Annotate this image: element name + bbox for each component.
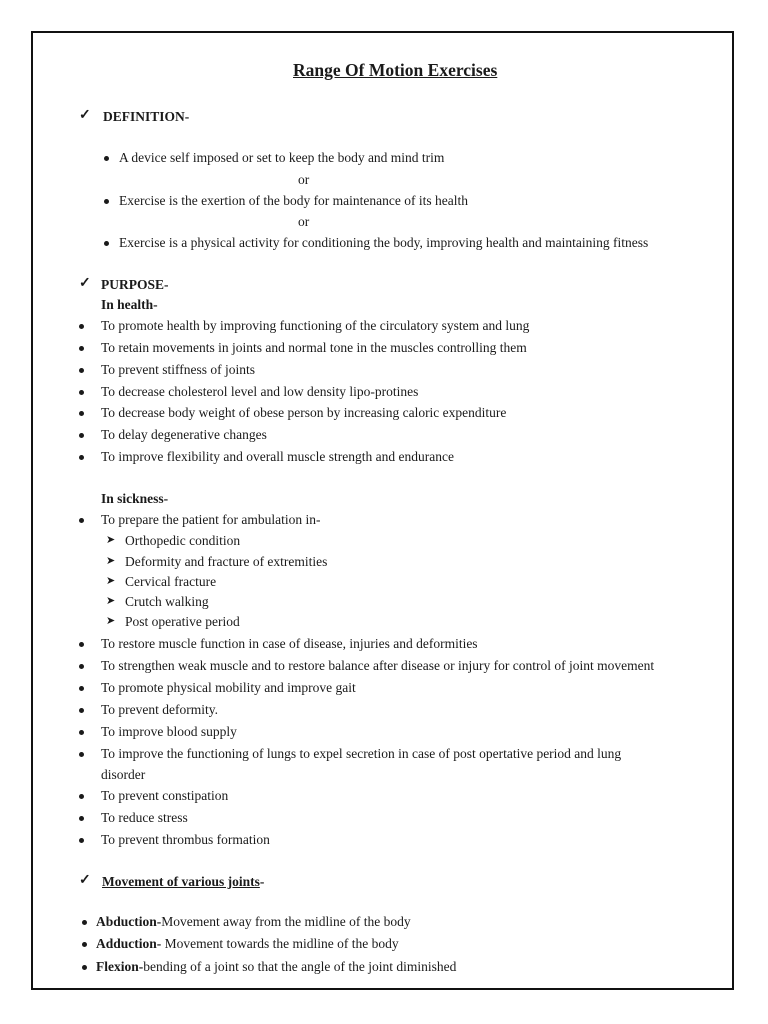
bullet-icon (79, 838, 84, 843)
sickness-item-continuation: disorder (101, 767, 146, 782)
check-icon: ✓ (79, 873, 91, 888)
health-item: To prevent stiffness of joints (101, 362, 256, 377)
sickness-item: To prevent thrombus formation (101, 832, 270, 847)
sickness-item: To restore muscle function in case of disease, injuries and deformities (101, 636, 478, 651)
bullet-icon (82, 920, 87, 925)
movement-term: Flexion- (96, 959, 144, 974)
bullet-icon (104, 156, 109, 161)
health-item: To promote health by improving functioning of the circulatory system and lung (101, 318, 530, 333)
health-item: To delay degenerative changes (101, 427, 267, 442)
movement-item (96, 914, 411, 930)
or-text: or (298, 214, 310, 229)
movement-heading-text: Movement of various joints (102, 874, 260, 889)
sickness-item: To strengthen weak muscle and to restore balance after disease or injury for control of joint movement (101, 658, 655, 673)
bullet-icon (79, 433, 84, 438)
page-title: Range Of Motion Exercises (293, 60, 498, 80)
bullet-icon (79, 455, 84, 460)
bullet-icon (82, 965, 87, 970)
or-text: or (298, 172, 310, 187)
movement-item (96, 959, 456, 975)
bullet-icon (79, 708, 84, 713)
bullet-icon (104, 199, 109, 204)
health-item: To retain movements in joints and normal tone in the muscles controlling them (101, 340, 527, 355)
sickness-item: To prevent deformity. (101, 702, 219, 717)
health-item: To decrease body weight of obese person by increasing caloric expenditure (101, 405, 507, 420)
sickness-item: To improve blood supply (101, 724, 237, 739)
health-item: To improve flexibility and overall muscle strength and endurance (101, 449, 454, 464)
health-item: To decrease cholesterol level and low density lipo-protines (101, 384, 419, 399)
ambulation-subitem: Cervical fracture (125, 574, 217, 589)
bullet-icon (79, 346, 84, 351)
bullet-icon (79, 390, 84, 395)
movement-heading (102, 874, 264, 890)
movement-term: Adduction- (96, 936, 162, 951)
arrow-bullet-icon: ➤ (106, 595, 116, 607)
definition-item: Exercise is the exertion of the body for maintenance of its health (119, 193, 469, 208)
ambulation-subitem: Orthopedic condition (125, 533, 241, 548)
sickness-item: To prevent constipation (101, 788, 229, 803)
in-health-heading: In health- (101, 297, 158, 312)
definition-item: A device self imposed or set to keep the body and mind trim (119, 150, 445, 165)
movement-definition: bending of a joint so that the angle of the joint diminished (143, 959, 457, 974)
arrow-bullet-icon: ➤ (106, 575, 116, 587)
arrow-bullet-icon: ➤ (106, 555, 116, 567)
in-sickness-heading: In sickness- (101, 491, 169, 506)
check-icon: ✓ (79, 108, 91, 123)
ambulation-subitem: Post operative period (125, 614, 240, 629)
bullet-icon (79, 411, 84, 416)
bullet-icon (79, 794, 84, 799)
sickness-item: To improve the functioning of lungs to expel secretion in case of post opertative period and lung (101, 746, 622, 761)
sickness-item: To prepare the patient for ambulation in- (101, 512, 321, 527)
bullet-icon (79, 518, 84, 523)
check-icon: ✓ (79, 276, 91, 291)
bullet-icon (79, 368, 84, 373)
arrow-bullet-icon: ➤ (106, 615, 116, 627)
bullet-icon (79, 664, 84, 669)
bullet-icon (79, 686, 84, 691)
definition-item: Exercise is a physical activity for conditioning the body, improving health and maintaining fitness (119, 235, 649, 250)
sickness-item: To reduce stress (101, 810, 188, 825)
movement-heading-suffix: - (259, 874, 265, 889)
movement-term: Abduction- (96, 914, 162, 929)
movement-item (96, 936, 399, 952)
bullet-icon (79, 752, 84, 757)
bullet-icon (82, 942, 87, 947)
bullet-icon (79, 642, 84, 647)
bullet-icon (79, 324, 84, 329)
sickness-item: To promote physical mobility and improve gait (101, 680, 356, 695)
bullet-icon (79, 816, 84, 821)
bullet-icon (79, 730, 84, 735)
ambulation-subitem: Crutch walking (125, 594, 209, 609)
definition-heading: DEFINITION- (103, 109, 190, 124)
ambulation-subitem: Deformity and fracture of extremities (125, 554, 328, 569)
arrow-bullet-icon: ➤ (106, 534, 116, 546)
movement-definition: Movement towards the midline of the body (161, 936, 399, 951)
purpose-heading: PURPOSE- (101, 277, 169, 292)
bullet-icon (104, 241, 109, 246)
movement-definition: Movement away from the midline of the body (161, 914, 411, 929)
